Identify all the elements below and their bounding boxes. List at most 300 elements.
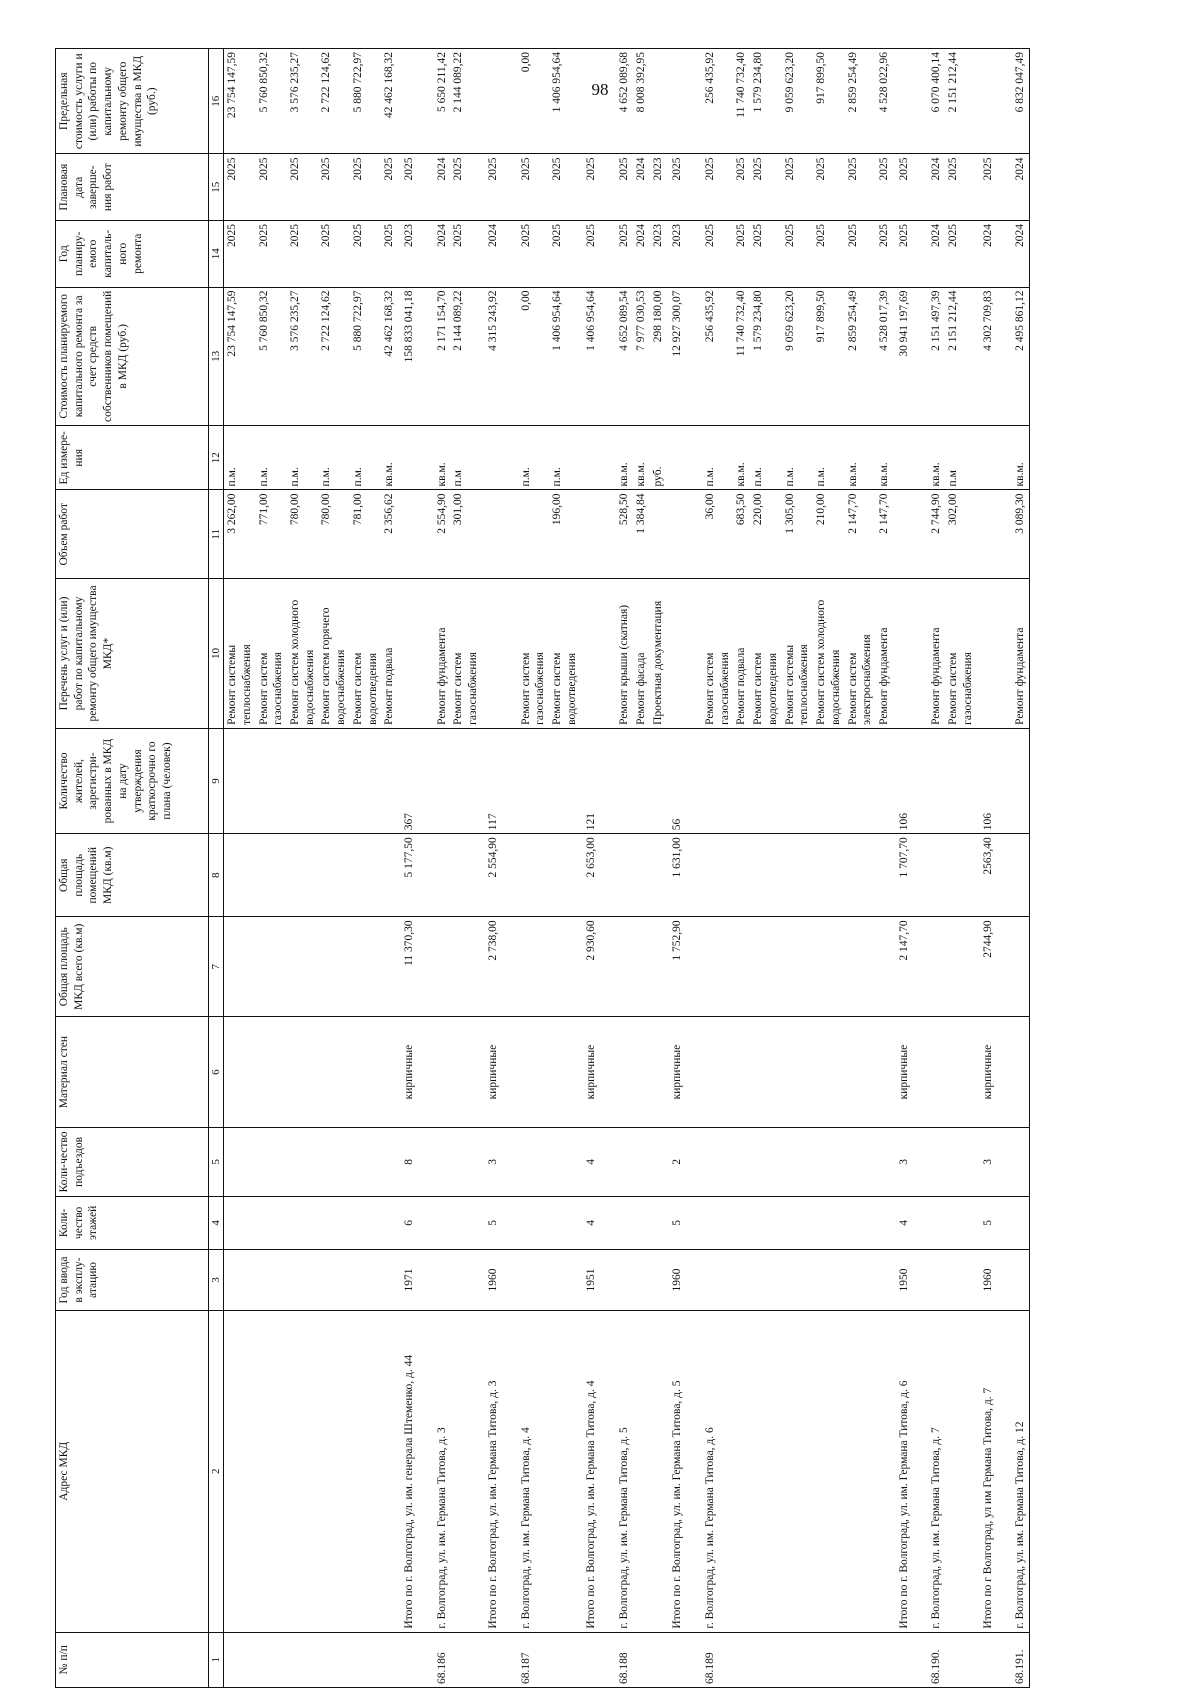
table-cell: 210,00: [813, 490, 844, 579]
table-cell: [381, 728, 398, 833]
table-cell: 2 722 124,62: [318, 49, 349, 154]
table-cell: [666, 426, 694, 490]
table-cell: 2 356,62: [381, 490, 398, 579]
table-row: [666, 49, 694, 1688]
table-cell: 158 833 041,18: [398, 287, 426, 426]
table-cell: [398, 426, 426, 490]
table-cell: [733, 917, 750, 1017]
table-cell: [287, 1250, 318, 1311]
table-cell: кв.м.: [845, 426, 876, 490]
table-cell: 42 462 168,32: [381, 287, 398, 426]
table-cell: [350, 1128, 381, 1197]
table-cell: 5 880 722,97: [350, 49, 381, 154]
table-cell: [318, 1632, 349, 1687]
column-number: 7: [209, 917, 224, 1017]
table-cell: [381, 834, 398, 917]
table-cell: 117: [482, 728, 510, 833]
table-cell: 1 406 954,64: [549, 49, 580, 154]
table-cell: [256, 1128, 287, 1197]
table-cell: [694, 1196, 733, 1249]
col-header-year-built: Год ввода в эксплу-атацию: [56, 1250, 209, 1311]
table-cell: [733, 1017, 750, 1128]
table-cell: 4 652 089,54: [608, 287, 633, 426]
col-header-works-list: Перечень услуг и (или) работ по капитальному ремонту общего имущества МКД*: [56, 579, 209, 729]
table-row: [350, 49, 381, 1688]
table-cell: [650, 834, 667, 917]
table-cell: [350, 1632, 381, 1687]
table-cell: 367: [398, 728, 426, 833]
table-row: [608, 49, 633, 1688]
table-cell: [633, 1128, 650, 1197]
table-cell: Ремонт фундамента: [426, 579, 451, 729]
table-cell: кирпичные: [666, 1017, 694, 1128]
table-cell: 2025: [287, 154, 318, 221]
table-cell: 2025: [977, 154, 1005, 221]
table-cell: 0,00: [510, 49, 549, 154]
table-cell: [977, 490, 1005, 579]
table-cell: [893, 490, 921, 579]
table-cell: 2025: [482, 154, 510, 221]
table-cell: 6 070 400,14: [920, 49, 945, 154]
table-cell: [650, 1128, 667, 1197]
table-cell: [398, 49, 426, 154]
table-cell: [287, 1632, 318, 1687]
table-row: [426, 49, 451, 1688]
table-cell: 3: [893, 1128, 921, 1197]
table-cell: 2 738,00: [482, 917, 510, 1017]
column-number: 15: [209, 154, 224, 221]
table-cell: [813, 1632, 844, 1687]
table-cell: [256, 1196, 287, 1249]
table-cell: 68.188: [608, 1632, 633, 1687]
table-cell: Итого по г. Волгоград, ул. им. генерала Штеменко, д. 44: [398, 1310, 426, 1632]
table-cell: кв.м.: [876, 426, 893, 490]
table-cell: 2025: [510, 220, 549, 287]
table-cell: 1 631,00: [666, 834, 694, 917]
table-cell: [426, 917, 451, 1017]
table-cell: 2025: [580, 154, 608, 221]
table-cell: [750, 1017, 781, 1128]
table-cell: [945, 834, 976, 917]
capital-repair-table: [55, 48, 1030, 1688]
table-cell: [510, 834, 549, 917]
table-cell: 5 760 850,32: [256, 287, 287, 426]
table-cell: п.м.: [318, 426, 349, 490]
table-cell: 1971: [398, 1250, 426, 1311]
table-cell: [318, 1250, 349, 1311]
table-cell: [287, 1196, 318, 1249]
table-cell: 2025: [224, 220, 256, 287]
table-row: [549, 49, 580, 1688]
table-cell: [350, 1017, 381, 1128]
table-cell: [381, 1310, 398, 1632]
table-cell: 106: [893, 728, 921, 833]
column-number: 5: [209, 1128, 224, 1197]
table-cell: [549, 1310, 580, 1632]
table-cell: 11 740 732,40: [733, 287, 750, 426]
table-cell: 2023: [650, 154, 667, 221]
table-cell: [608, 834, 633, 917]
table-cell: [350, 834, 381, 917]
table-cell: [224, 1196, 256, 1249]
table-cell: 4 302 709,83: [977, 287, 1005, 426]
table-cell: 2025: [694, 220, 733, 287]
table-cell: [666, 490, 694, 579]
col-header-number: № п/п: [56, 1632, 209, 1687]
col-header-residents: Количество жителей, зарегистри-рованных в МКД на дату утверждения краткосрочно го плана (человек): [56, 728, 209, 833]
table-cell: [549, 1250, 580, 1311]
table-cell: 2 151 212,44: [945, 49, 976, 154]
table-cell: Ремонт фундамента: [876, 579, 893, 729]
table-cell: 2025: [224, 154, 256, 221]
table-cell: [920, 1250, 945, 1311]
table-cell: 36,00: [694, 490, 733, 579]
table-cell: 2023: [398, 220, 426, 287]
table-cell: 2025: [876, 154, 893, 221]
table-cell: Итого по г. Волгоград, ул. им. Германа Титова, д. 4: [580, 1310, 608, 1632]
col-header-repair-year: Год планиру-емого капиталь-ного ремонта: [56, 220, 209, 287]
table-cell: [945, 1196, 976, 1249]
table-cell: 1 406 954,64: [580, 287, 608, 426]
col-header-entrances: Коли-чество подъездов: [56, 1128, 209, 1197]
table-cell: [633, 1310, 650, 1632]
table-cell: 7 977 030,53: [633, 287, 650, 426]
table-cell: [650, 917, 667, 1017]
table-cell: кв.м.: [633, 426, 650, 490]
col-header-address: Адрес МКД: [56, 1310, 209, 1632]
table-cell: [733, 728, 750, 833]
table-cell: [287, 834, 318, 917]
table-cell: 2024: [920, 154, 945, 221]
page-number: 98: [591, 80, 609, 99]
table-cell: [256, 917, 287, 1017]
table-row: [845, 49, 876, 1688]
table-row: [256, 49, 287, 1688]
table-cell: [694, 1128, 733, 1197]
table-cell: кв.м.: [733, 426, 750, 490]
table-row: [510, 49, 549, 1688]
table-cell: [945, 917, 976, 1017]
table-cell: [813, 834, 844, 917]
header-row: [56, 49, 209, 1688]
table-cell: [256, 1250, 287, 1311]
table-cell: кирпичные: [580, 1017, 608, 1128]
table-cell: [224, 1310, 256, 1632]
table-cell: 1960: [666, 1250, 694, 1311]
table-cell: [666, 1632, 694, 1687]
table-cell: 2 859 254,49: [845, 49, 876, 154]
table-cell: п.м.: [256, 426, 287, 490]
table-cell: [813, 917, 844, 1017]
table-cell: 2023: [666, 220, 694, 287]
table-cell: 1 406 954,64: [549, 287, 580, 426]
table-cell: [426, 1128, 451, 1197]
table-cell: [350, 1250, 381, 1311]
column-number: 13: [209, 287, 224, 426]
table-cell: 68.191.: [1004, 1632, 1029, 1687]
table-cell: [510, 1017, 549, 1128]
table-cell: [893, 426, 921, 490]
table-cell: [733, 1196, 750, 1249]
col-header-max-cost: Предельная стоимость услуги и (или) работы по капитальному ремонту общего имущества в МКД (руб.): [56, 49, 209, 154]
table-cell: 3 089,30: [1004, 490, 1029, 579]
table-cell: [549, 1017, 580, 1128]
table-cell: [580, 49, 608, 154]
table-cell: Ремонт систем газоснабжения: [256, 579, 287, 729]
table-cell: [876, 1632, 893, 1687]
table-cell: [224, 834, 256, 917]
table-cell: [608, 728, 633, 833]
table-cell: Ремонт подвала: [381, 579, 398, 729]
table-cell: [876, 917, 893, 1017]
table-cell: Ремонт систем водоотведения: [549, 579, 580, 729]
table-cell: [876, 1017, 893, 1128]
table-cell: [666, 49, 694, 154]
table-cell: 2025: [893, 154, 921, 221]
table-cell: [977, 49, 1005, 154]
table-cell: 2 151 497,39: [920, 287, 945, 426]
table-cell: [426, 1017, 451, 1128]
table-cell: [450, 1250, 481, 1311]
table-cell: 4 652 089,68: [608, 49, 633, 154]
table-cell: 4 528 017,39: [876, 287, 893, 426]
table-cell: [633, 1250, 650, 1311]
table-cell: 2 144 089,22: [450, 49, 481, 154]
table-cell: [813, 1310, 844, 1632]
table-cell: [510, 490, 549, 579]
col-header-cost: Стоимость планируемого капитального ремонта за счет средств собственников помещений в МКД (руб.): [56, 287, 209, 426]
table-cell: [318, 1017, 349, 1128]
table-cell: [256, 728, 287, 833]
table-cell: 56: [666, 728, 694, 833]
table-cell: 2023: [650, 220, 667, 287]
table-cell: [482, 1632, 510, 1687]
table-cell: [398, 579, 426, 729]
table-cell: 2 144 089,22: [450, 287, 481, 426]
table-cell: [256, 1310, 287, 1632]
table-cell: [510, 1196, 549, 1249]
table-cell: [318, 917, 349, 1017]
col-header-volume: Объем работ: [56, 490, 209, 579]
table-cell: кирпичные: [482, 1017, 510, 1128]
table-cell: п.м.: [510, 426, 549, 490]
table-cell: [482, 426, 510, 490]
table-cell: [750, 1632, 781, 1687]
table-cell: [845, 1017, 876, 1128]
column-number: 6: [209, 1017, 224, 1128]
table-cell: 2024: [482, 220, 510, 287]
table-cell: кв.м.: [608, 426, 633, 490]
table-cell: [782, 834, 813, 917]
table-row: [650, 49, 667, 1688]
table-row: [920, 49, 945, 1688]
table-cell: [694, 1250, 733, 1311]
table-cell: [580, 1632, 608, 1687]
table-row: [977, 49, 1005, 1688]
table-cell: [482, 490, 510, 579]
table-cell: [650, 728, 667, 833]
table-cell: [318, 1196, 349, 1249]
table-cell: 106: [977, 728, 1005, 833]
table-cell: [813, 1196, 844, 1249]
table-cell: [450, 1632, 481, 1687]
table-cell: 9 059 623,20: [782, 287, 813, 426]
table-cell: [426, 728, 451, 833]
table-cell: Ремонт фасада: [633, 579, 650, 729]
table-cell: 11 740 732,40: [733, 49, 750, 154]
table-cell: 6 832 047,49: [1004, 49, 1029, 154]
table-cell: [945, 728, 976, 833]
table-cell: Ремонт систем холодного водоснабжения: [813, 579, 844, 729]
table-cell: 2 554,90: [426, 490, 451, 579]
table-cell: [920, 834, 945, 917]
table-cell: [381, 917, 398, 1017]
table-cell: 781,00: [350, 490, 381, 579]
column-number: 8: [209, 834, 224, 917]
table-cell: 2025: [381, 220, 398, 287]
table-cell: [450, 1128, 481, 1197]
table-cell: [318, 728, 349, 833]
column-number: 14: [209, 220, 224, 287]
table-cell: кв.м.: [381, 426, 398, 490]
table-cell: [450, 1310, 481, 1632]
col-header-unit: Ед измере-ния: [56, 426, 209, 490]
table-cell: [450, 728, 481, 833]
table-cell: [318, 1310, 349, 1632]
table-cell: [845, 834, 876, 917]
table-cell: [893, 579, 921, 729]
table-row: [224, 49, 256, 1688]
table-cell: Ремонт систем электроснабжения: [845, 579, 876, 729]
table-cell: [381, 1017, 398, 1128]
table-row: [398, 49, 426, 1688]
table-cell: 2025: [733, 154, 750, 221]
table-cell: 301,00: [450, 490, 481, 579]
table-cell: [256, 1632, 287, 1687]
table-cell: кв.м.: [920, 426, 945, 490]
table-cell: [398, 1632, 426, 1687]
table-row: [482, 49, 510, 1688]
table-cell: 9 059 623,20: [782, 49, 813, 154]
table-cell: 2025: [608, 220, 633, 287]
table-cell: [482, 49, 510, 154]
table-cell: 2025: [256, 220, 287, 287]
table-cell: [549, 834, 580, 917]
table-body: [224, 49, 1030, 1688]
table-cell: 2025: [318, 220, 349, 287]
table-cell: 4: [893, 1196, 921, 1249]
table-cell: [750, 1196, 781, 1249]
table-cell: 2025: [287, 220, 318, 287]
table-cell: [549, 728, 580, 833]
table-cell: [876, 1196, 893, 1249]
table-cell: 68.186: [426, 1632, 451, 1687]
table-cell: [845, 728, 876, 833]
table-cell: 2024: [426, 154, 451, 221]
table-cell: г. Волгоград, ул. им. Германа Титова, д. 5: [608, 1310, 633, 1632]
table-cell: кв.м.: [1004, 426, 1029, 490]
table-cell: 1951: [580, 1250, 608, 1311]
table-cell: п.м: [450, 426, 481, 490]
table-cell: г. Волгоград, ул. им. Германа Титова, д. 4: [510, 1310, 549, 1632]
table-cell: [224, 1017, 256, 1128]
table-cell: 5 880 722,97: [350, 287, 381, 426]
table-cell: [694, 728, 733, 833]
table-cell: 2 554,90: [482, 834, 510, 917]
table-cell: 2025: [256, 154, 287, 221]
table-cell: 2024: [426, 220, 451, 287]
table-cell: [510, 917, 549, 1017]
table-cell: Итого по г. Волгоград, ул. им. Германа Титова, д. 3: [482, 1310, 510, 1632]
table-row: [287, 49, 318, 1688]
table-cell: [1004, 728, 1029, 833]
table-cell: 2025: [398, 154, 426, 221]
table-cell: 4: [580, 1128, 608, 1197]
table-cell: [450, 917, 481, 1017]
table-cell: [750, 728, 781, 833]
table-cell: 5: [977, 1196, 1005, 1249]
table-cell: [398, 490, 426, 579]
table-cell: [666, 579, 694, 729]
table-cell: 196,00: [549, 490, 580, 579]
table-cell: [650, 490, 667, 579]
column-number: 2: [209, 1310, 224, 1632]
table-cell: [733, 1250, 750, 1311]
table-cell: 2024: [977, 220, 1005, 287]
table-cell: Ремонт систем газоснабжения: [945, 579, 976, 729]
table-cell: [782, 1128, 813, 1197]
table-cell: 3: [977, 1128, 1005, 1197]
table-cell: [893, 49, 921, 154]
table-cell: 2 147,70: [893, 917, 921, 1017]
table-row: [633, 49, 650, 1688]
table-cell: [318, 834, 349, 917]
table-cell: [381, 1196, 398, 1249]
table-cell: 2024: [633, 154, 650, 221]
table-cell: Ремонт систем газоснабжения: [510, 579, 549, 729]
table-cell: 23 754 147,59: [224, 49, 256, 154]
table-row: [694, 49, 733, 1688]
table-cell: [920, 1017, 945, 1128]
table-cell: [694, 1017, 733, 1128]
table-cell: 5 650 211,42: [426, 49, 451, 154]
table-cell: [750, 834, 781, 917]
table-cell: [510, 728, 549, 833]
table-cell: [381, 1250, 398, 1311]
table-cell: [633, 1632, 650, 1687]
table-cell: [381, 1128, 398, 1197]
table-cell: 2025: [893, 220, 921, 287]
table-cell: [350, 1196, 381, 1249]
table-row: [733, 49, 750, 1688]
table-cell: [224, 1128, 256, 1197]
table-cell: Итого по г. Волгоград, ул. им. Германа Титова, д. 5: [666, 1310, 694, 1632]
table-cell: [845, 1196, 876, 1249]
table-cell: [977, 579, 1005, 729]
table-cell: [426, 1196, 451, 1249]
table-cell: [977, 1632, 1005, 1687]
table-cell: [650, 49, 667, 154]
table-cell: [893, 1632, 921, 1687]
table-cell: 2025: [813, 154, 844, 221]
table-cell: Ремонт фундамента: [1004, 579, 1029, 729]
table-row: [450, 49, 481, 1688]
table-cell: [224, 917, 256, 1017]
rotated-table-container: [55, 48, 1150, 1688]
table-cell: 2 930,60: [580, 917, 608, 1017]
table-cell: 771,00: [256, 490, 287, 579]
table-cell: [733, 1310, 750, 1632]
